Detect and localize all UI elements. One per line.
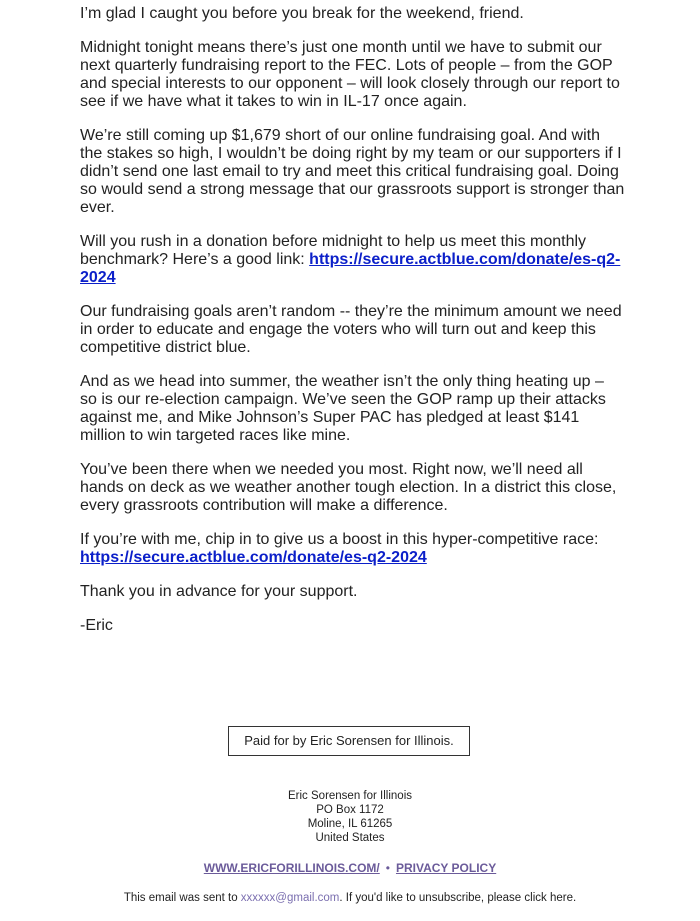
address-line-city: Moline, IL 61265 xyxy=(307,818,393,830)
website-link[interactable]: WWW.ERICFORILLINOIS.COM/ xyxy=(203,861,380,875)
address-line-pobox: PO Box 1172 xyxy=(316,804,384,816)
link-separator: • xyxy=(385,861,390,875)
thank-you-line: Thank you in advance for your support. xyxy=(80,583,358,600)
mailing-address xyxy=(0,789,700,845)
paragraph-summer-campaign: And as we head into summer, the weather isn’t the only thing heating up – so is our re-election campaign. We’ve seen the GOP ramp up their attacks against me, and Mike Johnson’s Super PAC has pledged at least $141 million to win targeted races like mine. xyxy=(80,373,606,444)
footer-links xyxy=(0,860,700,876)
paragraph-goals-not-random: Our fundraising goals aren’t random -- they’re the minimum amount we need in order to educate and engage the voters who will turn out and keep this competitive district blue. xyxy=(80,303,622,356)
paragraph-fec-report: Midnight tonight means there’s just one month until we have to submit our next quarterly fundraising report to the FEC. Lots of people – from the GOP and special interests to our opponent – will look closely through our report to see if we have what it takes to win in IL-17 once again. xyxy=(80,39,620,110)
signature: -Eric xyxy=(80,617,113,634)
greeting-paragraph: I’m glad I caught you before you break for the weekend, friend. xyxy=(80,5,524,22)
privacy-policy-link[interactable]: PRIVACY POLICY xyxy=(395,861,497,875)
paragraph-chip-in xyxy=(80,531,625,567)
donate-link-2[interactable]: https://secure.actblue.com/donate/es-q2-2024 xyxy=(80,549,427,566)
address-line-org: Eric Sorensen for Illinois xyxy=(288,790,412,802)
chip-in-text: If you’re with me, chip in to give us a boost in this hyper-competitive race: xyxy=(80,531,599,548)
donation-ask-text: Will you rush in a donation before midnight to help us meet this monthly benchmark? Here’s a good link: xyxy=(80,233,587,268)
recipient-email[interactable]: xxxxxx@gmail.com xyxy=(240,892,340,904)
address-line-country: United States xyxy=(315,832,385,844)
donate-link-1[interactable]: https://secure.actblue.com/donate/es-q2-2024 xyxy=(80,251,621,286)
paragraph-donation-ask xyxy=(80,233,625,287)
sent-to-notice xyxy=(0,890,700,906)
email-body xyxy=(80,5,625,651)
unsubscribe-text[interactable]: . If you'd like to unsubscribe, please click here. xyxy=(339,892,577,904)
paragraph-fundraising-goal: We’re still coming up $1,679 short of our online fundraising goal. And with the stakes so high, I wouldn’t be doing right by my team or our supporters if I didn’t send one last email to try and meet this critical fundraising goal. Doing so would send a strong message that our grassroots support is stronger than ever. xyxy=(80,127,625,216)
paid-for-disclaimer: Paid for by Eric Sorensen for Illinois. xyxy=(228,726,470,756)
paragraph-all-hands: You’ve been there when we needed you most. Right now, we’ll need all hands on deck as we weather another tough election. In a district this close, every grassroots contribution will make a difference. xyxy=(80,461,617,514)
sent-prefix: This email was sent to xyxy=(123,892,241,904)
